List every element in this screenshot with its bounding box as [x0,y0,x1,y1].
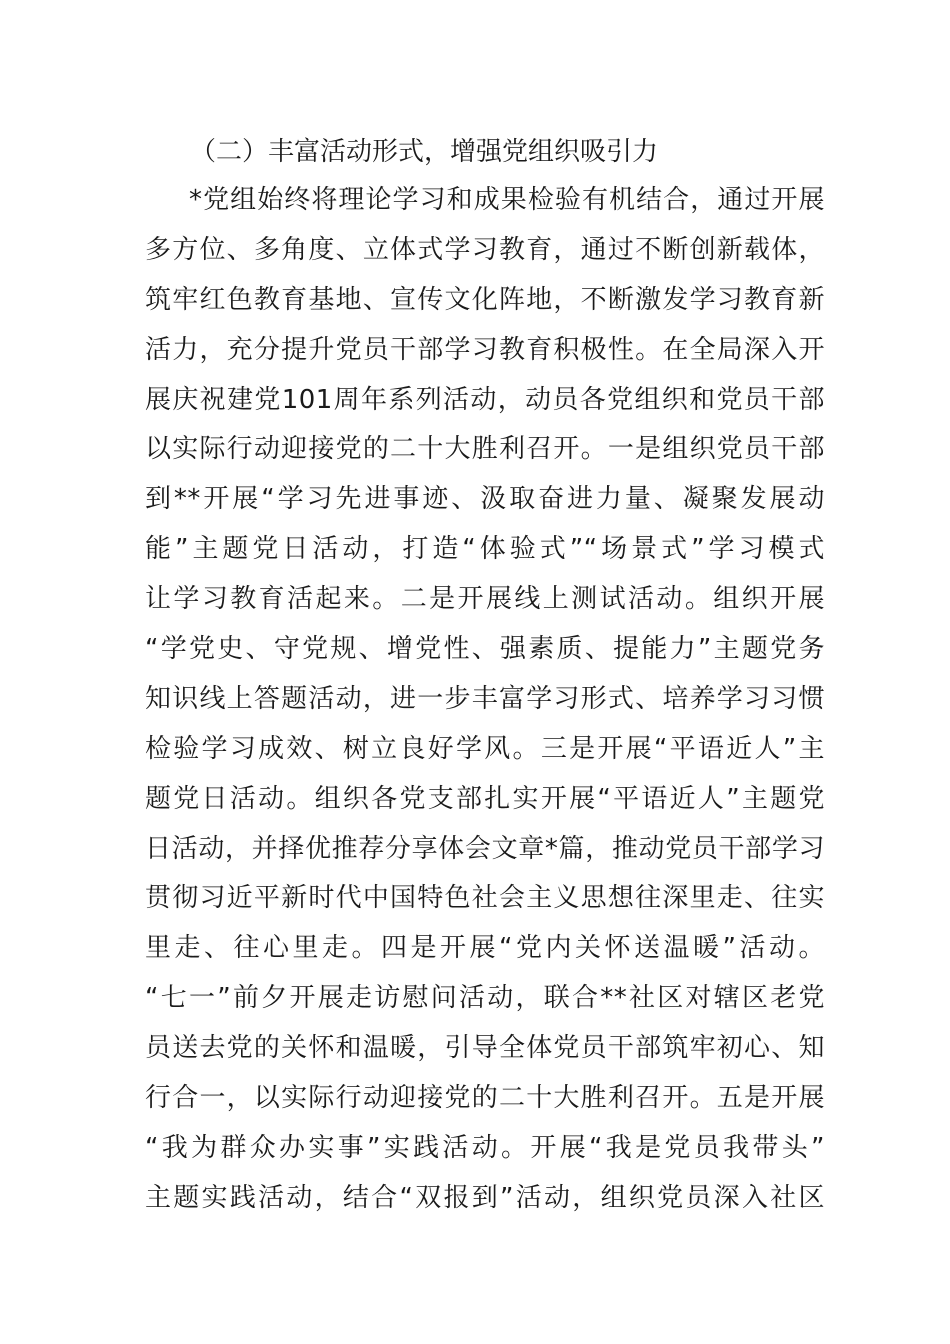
paragraph-line: 题党日活动。组织各党支部扎实开展“平语近人”主题党 [145,783,825,814]
paragraph-line: 让学习教育活起来。二是开展线上测试活动。组织开展 [145,584,825,615]
paragraph-line: 展庆祝建党101周年系列活动，动员各党组织和党员干部 [145,384,825,415]
paragraph-line: “我为群众办实事”实践活动。开展“我是党员我带头” [145,1132,825,1163]
paragraph-line: “学党史、守党规、增党性、强素质、提能力”主题党务 [145,634,825,665]
section-heading: （二）丰富活动形式，增强党组织吸引力 [190,137,659,167]
paragraph-line: *党组始终将理论学习和成果检验有机结合，通过开展 [189,185,825,215]
paragraph-line: 多方位、多角度、立体式学习教育，通过不断创新载体， [145,234,825,265]
paragraph-line: 日活动，并择优推荐分享体会文章*篇，推动党员干部学习 [145,833,825,864]
paragraph-line: 贯彻习近平新时代中国特色社会主义思想往深里走、往实 [145,883,825,914]
body-paragraph [145,176,825,1224]
paragraph-line: “七一”前夕开展走访慰问活动，联合**社区对辖区老党 [145,983,825,1014]
paragraph-line: 主题实践活动，结合“双报到”活动，组织党员深入社区 [145,1182,825,1213]
paragraph-line: 检验学习成效、树立良好学风。三是开展“平语近人”主 [145,733,825,764]
paragraph-line: 行合一，以实际行动迎接党的二十大胜利召开。五是开展 [145,1083,825,1114]
paragraph-line: 里走、往心里走。四是开展“党内关怀送温暖”活动。 [145,933,825,964]
paragraph-line: 能”主题党日活动，打造“体验式”“场景式”学习模式 [145,534,825,565]
paragraph-line: 员送去党的关怀和温暖，引导全体党员干部筑牢初心、知 [145,1033,825,1064]
paragraph-line: 知识线上答题活动，进一步丰富学习形式、培养学习习惯 [145,683,825,714]
paragraph-line: 以实际行动迎接党的二十大胜利召开。一是组织党员干部 [145,434,825,465]
paragraph-line: 活力，充分提升党员干部学习教育积极性。在全局深入开 [145,334,825,365]
paragraph-line: 筑牢红色教育基地、宣传文化阵地，不断激发学习教育新 [145,284,825,315]
paragraph-line: 到**开展“学习先进事迹、汲取奋进力量、凝聚发展动 [145,484,825,515]
